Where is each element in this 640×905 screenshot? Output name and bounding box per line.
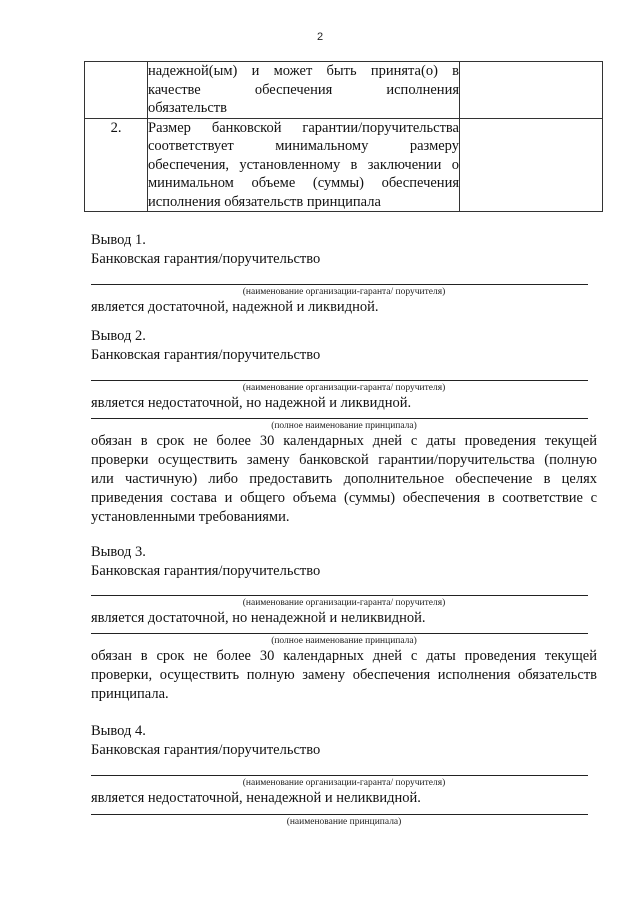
criterion-line: исполнения обязательств принципала — [148, 193, 381, 210]
principal-name-line — [91, 814, 588, 815]
result-cell — [460, 62, 603, 119]
principal-name-line — [91, 418, 588, 419]
obligation-line: или частичную) либо предоставить дополнительное обеспечение в целях — [91, 471, 597, 487]
obligation-text — [91, 647, 597, 704]
conclusion-status: является достаточной, но ненадежной и неликвидной. — [91, 610, 426, 626]
org-caption: (наименование организации-гаранта/ поручителя) — [242, 598, 446, 608]
principal-caption: (полное наименование принципала) — [271, 636, 417, 646]
obligation-line: проверки осуществить замену банковской гарантии/поручительства (полную — [91, 452, 597, 468]
conclusion-subject: Банковская гарантия/поручительство — [91, 347, 321, 363]
org-caption: (наименование организации-гаранта/ поручителя) — [242, 778, 446, 788]
conclusion-3 — [91, 543, 597, 704]
obligation-line: приведения состава и общего объема (суммы) обеспечения в соответствие с — [91, 490, 597, 506]
criterion-line: соответствует минимальному размеру — [148, 138, 459, 154]
criteria-table — [84, 61, 603, 212]
conclusion-1 — [91, 231, 597, 317]
obligation-line: обязан в срок не более 30 календарных дней с даты проведения текущей — [91, 433, 597, 449]
result-cell — [460, 118, 603, 212]
criterion-text — [148, 62, 460, 119]
obligation-line: принципала. — [91, 686, 169, 702]
org-name-line — [91, 380, 588, 381]
criterion-line: обязательств — [148, 100, 227, 116]
conclusion-title: Вывод 2. — [91, 328, 146, 344]
table-row — [85, 118, 603, 212]
principal-caption: (наименование принципала) — [286, 817, 402, 827]
criterion-text — [148, 118, 460, 212]
org-name-line — [91, 595, 588, 596]
row-number: 2. — [85, 118, 148, 212]
page-number: 2 — [316, 31, 324, 43]
row-number — [85, 62, 148, 119]
conclusion-status: является достаточной, надежной и ликвидной. — [91, 299, 379, 315]
criterion-line: минимальном объеме (суммы) обеспечения — [148, 175, 459, 191]
org-caption: (наименование организации-гаранта/ поручителя) — [242, 287, 446, 297]
criterion-line: качестве обеспечения исполнения — [148, 81, 459, 98]
criterion-line: Размер банковской гарантии/поручительства — [148, 119, 459, 136]
conclusion-4 — [91, 722, 597, 828]
principal-name-line — [91, 633, 588, 634]
conclusion-2 — [91, 327, 597, 527]
criterion-line: надежной(ым) и может быть принята(о) в — [148, 63, 459, 79]
conclusion-subject: Банковская гарантия/поручительство — [91, 742, 321, 758]
obligation-line: проверки, осуществить полную замену обеспечения исполнения обязательств — [91, 667, 597, 683]
org-name-line — [91, 284, 588, 285]
principal-caption: (полное наименование принципала) — [271, 421, 417, 431]
org-name-line — [91, 775, 588, 776]
conclusion-subject: Банковская гарантия/поручительство — [91, 563, 321, 579]
conclusion-title: Вывод 1. — [91, 232, 146, 248]
criterion-line: обеспечения, установленному в заключении о — [148, 156, 459, 173]
obligation-text — [91, 432, 597, 527]
obligation-line: установленными требованиями. — [91, 509, 290, 525]
conclusion-status: является недостаточной, но надежной и ликвидной. — [91, 395, 412, 411]
conclusion-status: является недостаточной, ненадежной и неликвидной. — [91, 790, 421, 806]
conclusion-subject: Банковская гарантия/поручительство — [91, 251, 321, 267]
conclusion-title: Вывод 3. — [91, 544, 146, 560]
conclusion-title: Вывод 4. — [91, 723, 146, 739]
table-row — [85, 62, 603, 119]
org-caption: (наименование организации-гаранта/ поручителя) — [242, 383, 446, 393]
obligation-line: обязан в срок не более 30 календарных дней с даты проведения текущей — [91, 648, 597, 664]
